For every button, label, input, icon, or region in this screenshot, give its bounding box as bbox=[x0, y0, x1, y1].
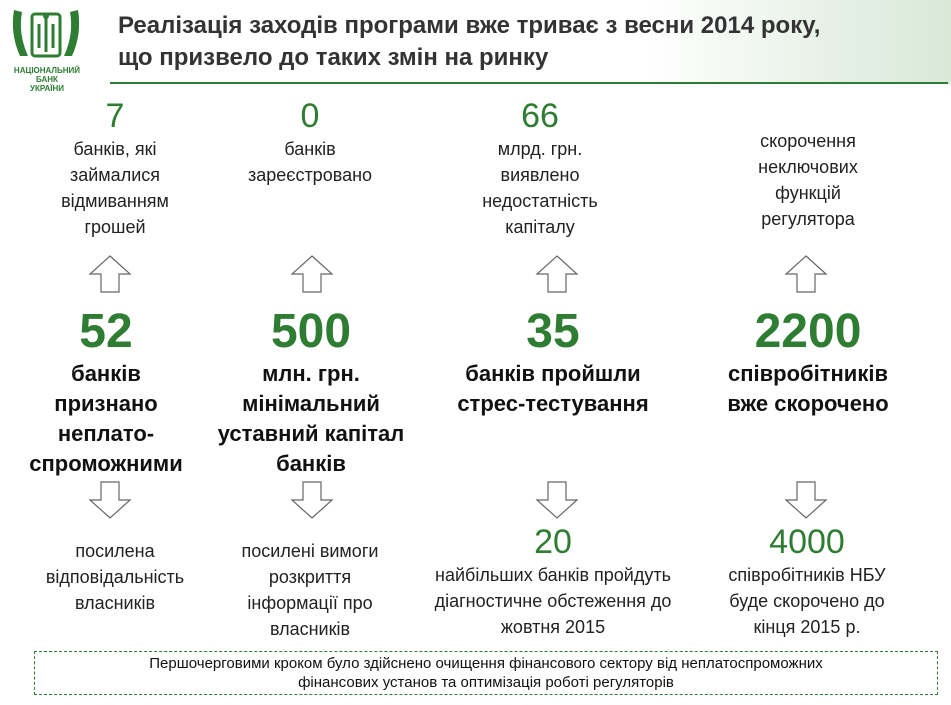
main-text-line: банків bbox=[71, 361, 141, 386]
column-capital-main bbox=[200, 305, 422, 479]
bottom-text-line: відповідальність bbox=[45, 567, 185, 587]
page-title bbox=[118, 10, 918, 74]
top-text-line: капіталу bbox=[505, 217, 575, 237]
main-text-line: співробітників bbox=[728, 361, 888, 386]
bottom-text-line: посилені вимоги bbox=[241, 541, 379, 561]
column-owners-responsibility bbox=[10, 538, 220, 616]
top-text-line: функцій bbox=[775, 183, 841, 203]
footer-note bbox=[34, 651, 938, 695]
column-staff-reduction bbox=[704, 522, 910, 640]
top-value: 7 bbox=[105, 97, 125, 135]
top-text-line: скорочення bbox=[760, 131, 856, 151]
arrow-up-icon bbox=[290, 254, 334, 294]
bottom-text-line: власників bbox=[269, 619, 351, 639]
main-value: 2200 bbox=[754, 305, 862, 358]
top-text-line: виявлено bbox=[500, 165, 580, 185]
column-laundering bbox=[10, 96, 220, 240]
top-text-line: млрд. грн. bbox=[497, 139, 583, 159]
top-text-line: неключових bbox=[758, 157, 858, 177]
logo-caption bbox=[6, 66, 88, 93]
column-functions bbox=[708, 128, 908, 232]
top-text-line: регулятора bbox=[761, 209, 855, 229]
arrow-down-icon bbox=[88, 480, 132, 520]
bottom-text-line: жовтня 2015 bbox=[500, 617, 606, 637]
main-value: 52 bbox=[79, 305, 133, 358]
top-text-line: зареєстровано bbox=[247, 165, 373, 185]
top-text-line: банків, які bbox=[73, 139, 157, 159]
bottom-text-line: кінця 2015 р. bbox=[753, 617, 861, 637]
bottom-text-line: найбільших банків пройдуть bbox=[435, 565, 671, 585]
page-title-line: що призвело до таких змін на ринку bbox=[118, 44, 549, 71]
top-text-line: банків bbox=[284, 139, 336, 159]
column-disclosure bbox=[210, 538, 410, 642]
bottom-text-line: інформації про bbox=[247, 593, 373, 613]
column-stress-test-main bbox=[430, 305, 676, 419]
main-text-line: неплато- bbox=[57, 421, 155, 446]
arrow-down-icon bbox=[290, 480, 334, 520]
top-value: 0 bbox=[300, 97, 320, 135]
top-text-line: відмиванням bbox=[61, 191, 169, 211]
logo-emblem-icon bbox=[6, 4, 86, 64]
arrow-up-icon bbox=[784, 254, 828, 294]
logo-caption-line: НАЦІОНАЛЬНИЙ bbox=[13, 66, 81, 75]
column-capital-shortfall bbox=[440, 96, 640, 240]
main-text-line: стрес-тестування bbox=[457, 391, 649, 416]
main-text-line: уставний капітал bbox=[217, 421, 405, 446]
bottom-text-line: посилена bbox=[75, 541, 155, 561]
arrow-down-icon bbox=[784, 480, 828, 520]
main-text-line: спроможними bbox=[29, 451, 183, 476]
top-text-line: займалися bbox=[69, 165, 160, 185]
footer-note-line: фінансових установ та оптимізація роботі регуляторів bbox=[298, 674, 674, 691]
top-text-line: недостатність bbox=[482, 191, 598, 211]
bottom-text-line: буде скорочено до bbox=[729, 591, 885, 611]
footer-note-line: Першочерговими кроком було здійснено очищення фінансового сектору від неплатоспроможних bbox=[149, 655, 823, 672]
main-value: 35 bbox=[526, 305, 580, 358]
main-text-line: вже скорочено bbox=[727, 391, 889, 416]
bottom-value: 20 bbox=[534, 523, 572, 561]
main-text-line: банків пройшли bbox=[465, 361, 641, 386]
bottom-value: 4000 bbox=[769, 523, 845, 561]
bottom-text-line: співробітників НБУ bbox=[728, 565, 886, 585]
nbu-logo-icon bbox=[6, 4, 86, 99]
column-registered bbox=[210, 96, 410, 188]
main-value: 500 bbox=[270, 305, 352, 358]
logo-caption-line: БАНК bbox=[36, 75, 58, 84]
title-underline bbox=[110, 82, 948, 84]
bottom-text-line: власників bbox=[74, 593, 156, 613]
top-text-line: грошей bbox=[84, 217, 146, 237]
bottom-text-line: діагностичне обстеження до bbox=[434, 591, 672, 611]
main-text-line: банків bbox=[276, 451, 346, 476]
main-text-line: млн. грн. bbox=[262, 361, 360, 386]
logo-caption-line: УКРАЇНИ bbox=[29, 84, 64, 93]
top-value: 66 bbox=[521, 97, 559, 135]
main-text-line: мінімальний bbox=[242, 391, 380, 416]
bottom-text-line: розкриття bbox=[268, 567, 352, 587]
page-title-line: Реалізація заходів програми вже триває з весни 2014 року, bbox=[118, 12, 821, 39]
column-insolvent-main bbox=[0, 305, 212, 479]
arrow-up-icon bbox=[88, 254, 132, 294]
column-staff-main bbox=[700, 305, 916, 419]
arrow-down-icon bbox=[535, 480, 579, 520]
arrow-up-icon bbox=[535, 254, 579, 294]
column-diagnostics bbox=[400, 522, 706, 640]
main-text-line: признано bbox=[54, 391, 158, 416]
